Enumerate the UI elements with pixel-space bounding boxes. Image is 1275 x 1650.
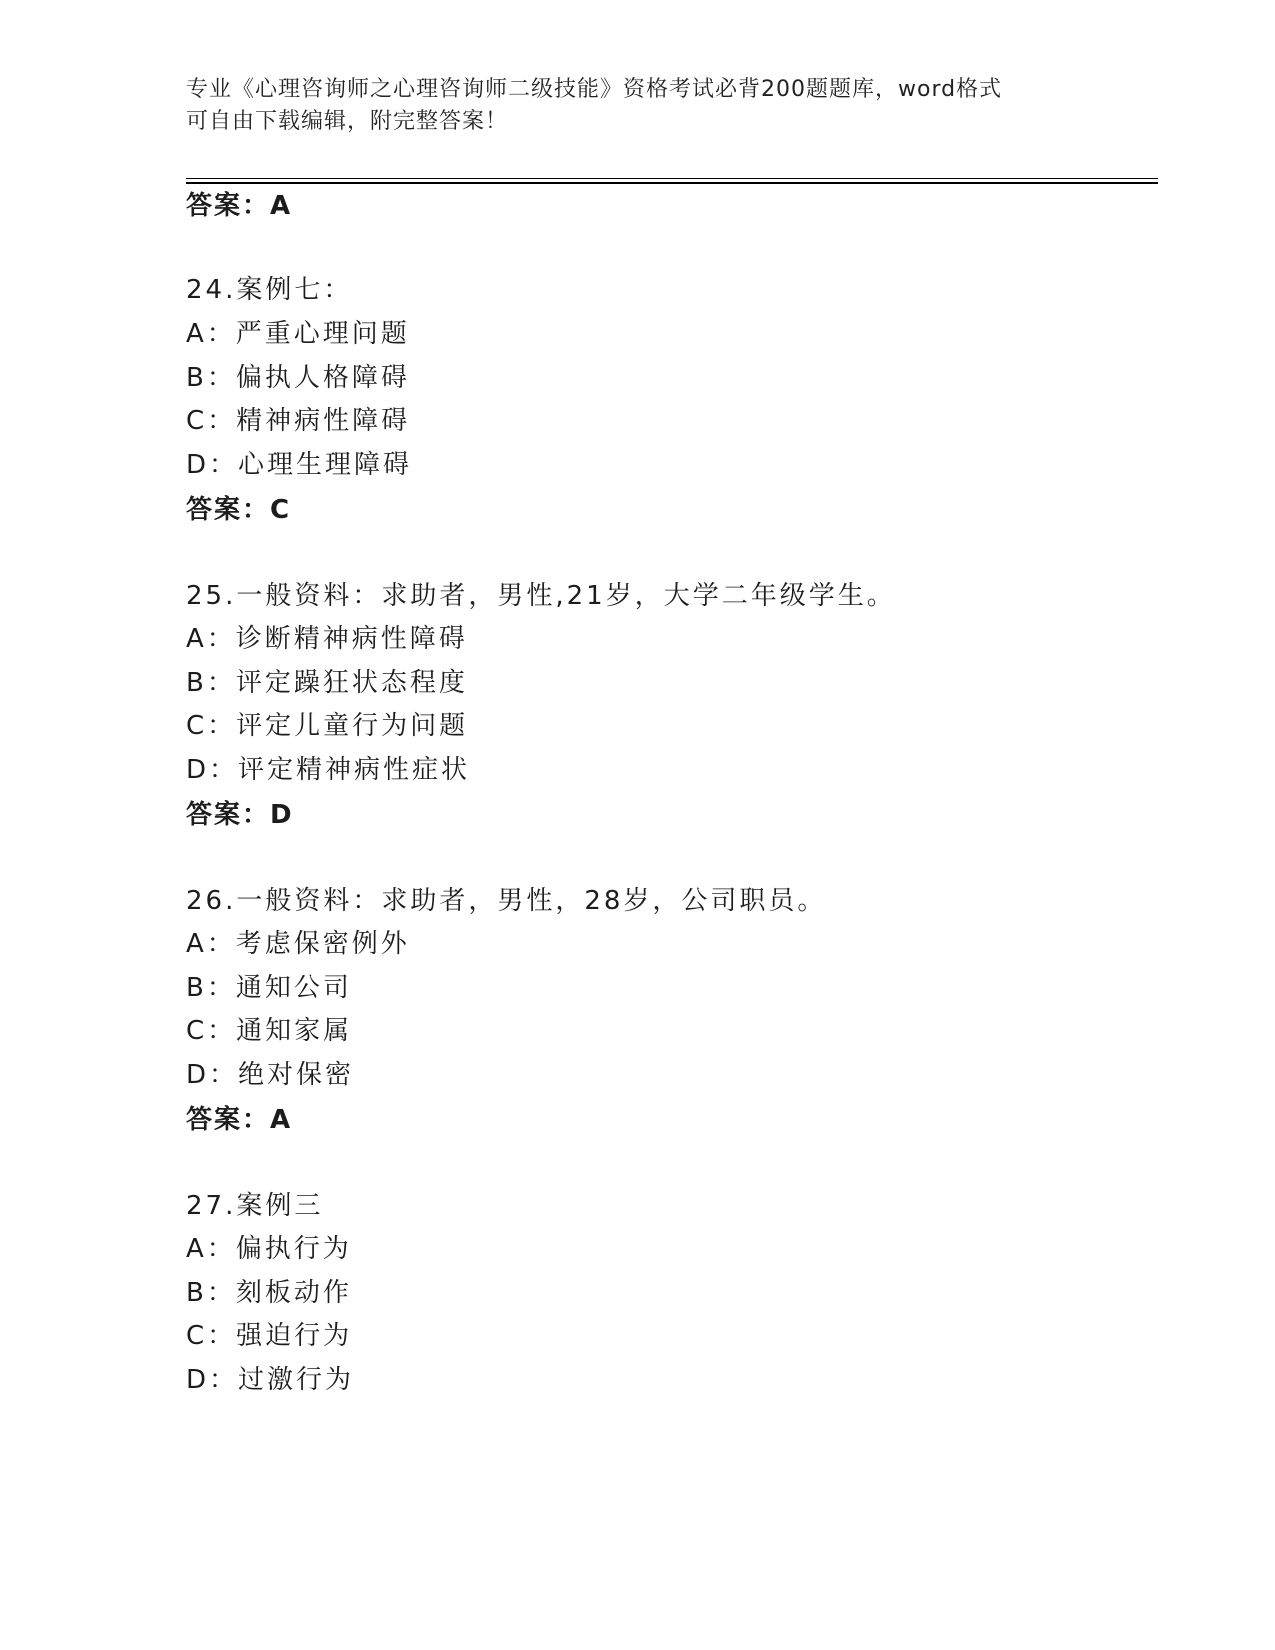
question-option: B：偏执人格障碍 xyxy=(186,363,410,393)
question-answer: 答案：C xyxy=(186,495,292,525)
question-option: A：偏执行为 xyxy=(186,1234,352,1264)
question-option: D：评定精神病性症状 xyxy=(186,755,471,785)
question-option: D：过激行为 xyxy=(186,1365,355,1395)
question-option: B：通知公司 xyxy=(186,973,352,1003)
question-option: C：强迫行为 xyxy=(186,1321,353,1351)
question-option: B：评定躁狂状态程度 xyxy=(186,668,468,698)
question-option: B：刻板动作 xyxy=(186,1278,352,1308)
header-divider-thin xyxy=(186,178,1158,179)
header-divider-thick xyxy=(186,182,1158,184)
previous-answer: 答案：A xyxy=(186,191,293,221)
question-title: 25.一般资料：求助者，男性,21岁，大学二年级学生。 xyxy=(186,581,896,611)
document-header xyxy=(186,74,1086,138)
question-option: C：精神病性障碍 xyxy=(186,406,411,436)
question-option: C：通知家属 xyxy=(186,1016,353,1046)
question-option: C：评定儿童行为问题 xyxy=(186,711,469,741)
question-option: D：心理生理障碍 xyxy=(186,450,413,480)
question-option: D：绝对保密 xyxy=(186,1060,355,1090)
question-option: A：考虑保密例外 xyxy=(186,929,410,959)
question-answer: 答案：A xyxy=(186,1105,293,1135)
header-line-2: 可自由下载编辑，附完整答案！ xyxy=(186,109,509,134)
question-answer: 答案：D xyxy=(186,800,294,830)
question-option: A：诊断精神病性障碍 xyxy=(186,624,468,654)
header-line-1: 专业《心理咨询师之心理咨询师二级技能》资格考试必背200题题库，word格式 xyxy=(186,77,1003,102)
question-title: 24.案例七： xyxy=(186,275,353,305)
question-option: A：严重心理问题 xyxy=(186,319,410,349)
question-title: 27.案例三 xyxy=(186,1191,324,1221)
question-title: 26.一般资料：求助者，男性，28岁，公司职员。 xyxy=(186,886,827,916)
